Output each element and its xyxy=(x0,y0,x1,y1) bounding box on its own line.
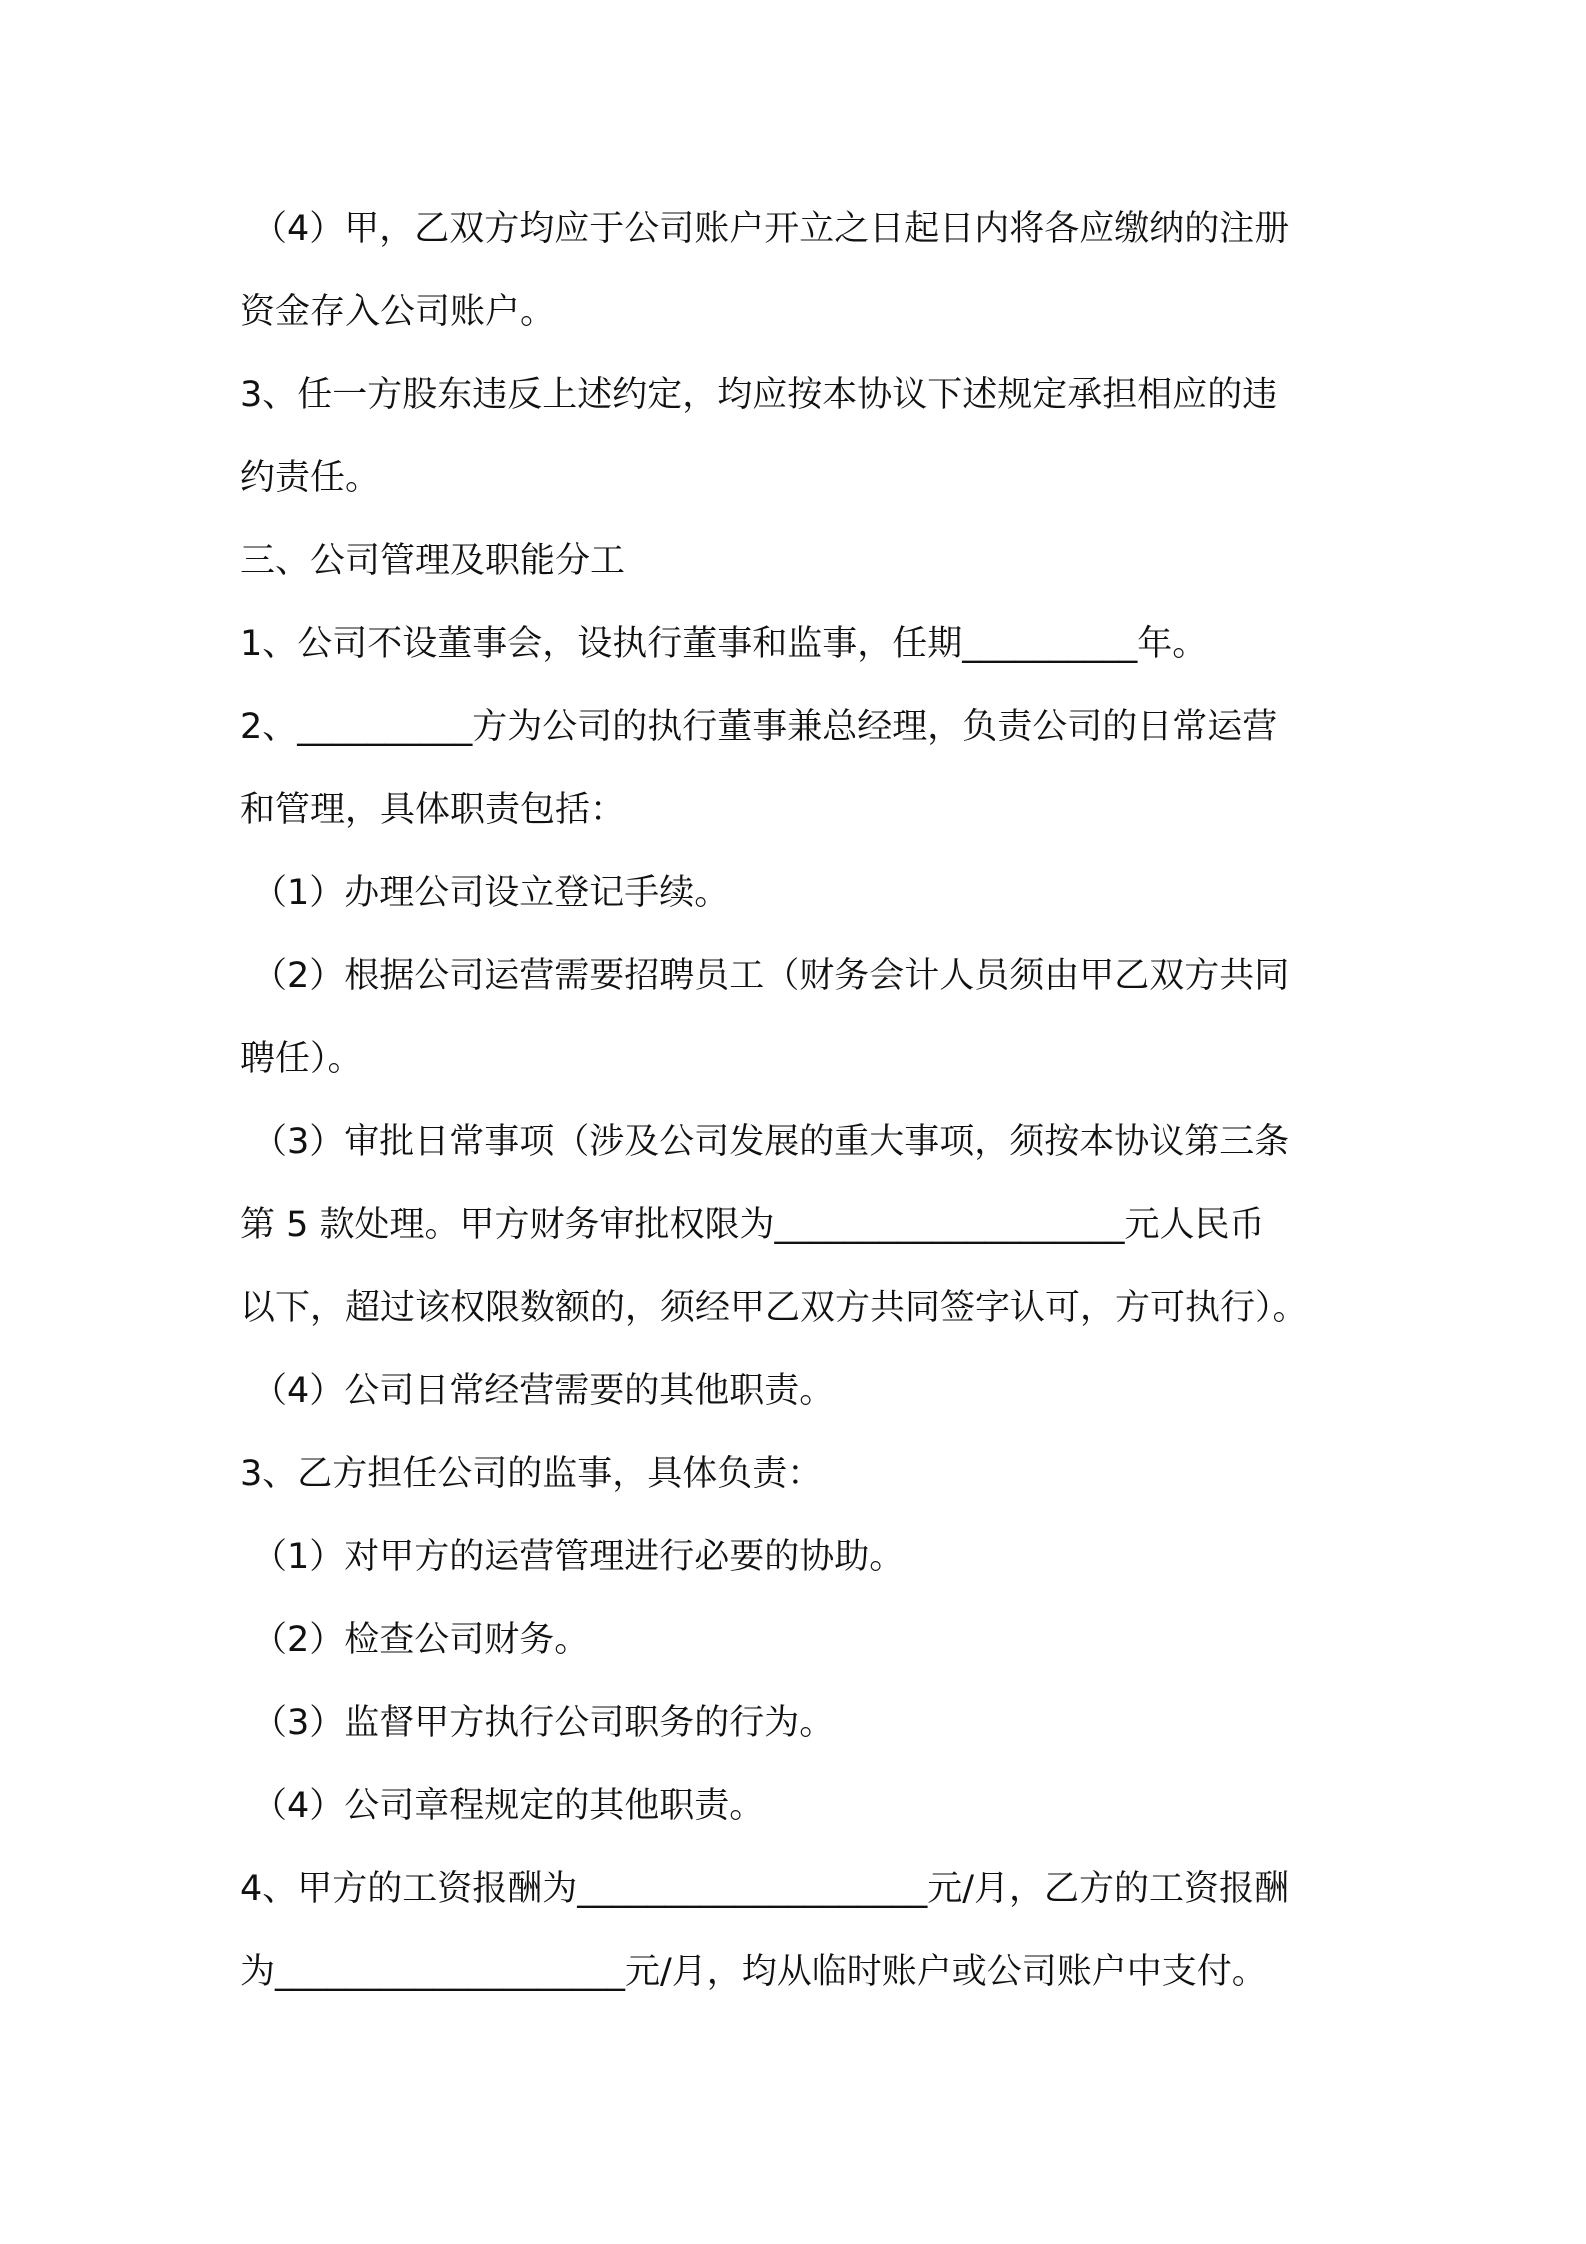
document-line: 以下，超过该权限数额的，须经甲乙双方共同签字认可，方可执行）。 xyxy=(240,1288,1308,1328)
document-line: 为____________________元/月，均从临时账户或公司账户中支付。 xyxy=(240,1952,1267,1992)
document-line: （4）公司日常经营需要的其他职责。 xyxy=(252,1371,835,1411)
document-line: 第 5 款处理。甲方财务审批权限为____________________元人民币 xyxy=(240,1205,1265,1245)
document-line: 2、__________方为公司的执行董事兼总经理，负责公司的日常运营 xyxy=(240,707,1278,747)
document-line: 资金存入公司账户。 xyxy=(240,292,556,332)
document-line: （3）监督甲方执行公司职务的行为。 xyxy=(252,1703,835,1743)
document-line: （1）对甲方的运营管理进行必要的协助。 xyxy=(252,1537,905,1577)
document-line: （3）审批日常事项（涉及公司发展的重大事项，须按本协议第三条 xyxy=(252,1122,1290,1162)
document-line: （1）办理公司设立登记手续。 xyxy=(252,873,730,913)
document-line: 三、公司管理及职能分工 xyxy=(240,541,626,581)
document-line: 3、乙方担任公司的监事，具体负责： xyxy=(240,1454,823,1494)
document-line: （4）甲，乙双方均应于公司账户开立之日起日内将各应缴纳的注册 xyxy=(252,209,1290,249)
document-line: 和管理，具体职责包括： xyxy=(240,790,626,830)
document-line: 3、任一方股东违反上述约定，均应按本协议下述规定承担相应的违 xyxy=(240,375,1278,415)
document-line: 4、甲方的工资报酬为____________________元/月，乙方的工资报酬 xyxy=(240,1869,1290,1909)
document-line: 约责任。 xyxy=(240,458,381,498)
document-line: （2）检查公司财务。 xyxy=(252,1620,590,1660)
document-body xyxy=(240,198,1370,2024)
document-line: 1、公司不设董事会，设执行董事和监事，任期__________年。 xyxy=(240,624,1208,664)
document-line: （4）公司章程规定的其他职责。 xyxy=(252,1786,765,1826)
document-line: （2）根据公司运营需要招聘员工（财务会计人员须由甲乙双方共同 xyxy=(252,956,1290,996)
document-line: 聘任）。 xyxy=(240,1039,363,1079)
